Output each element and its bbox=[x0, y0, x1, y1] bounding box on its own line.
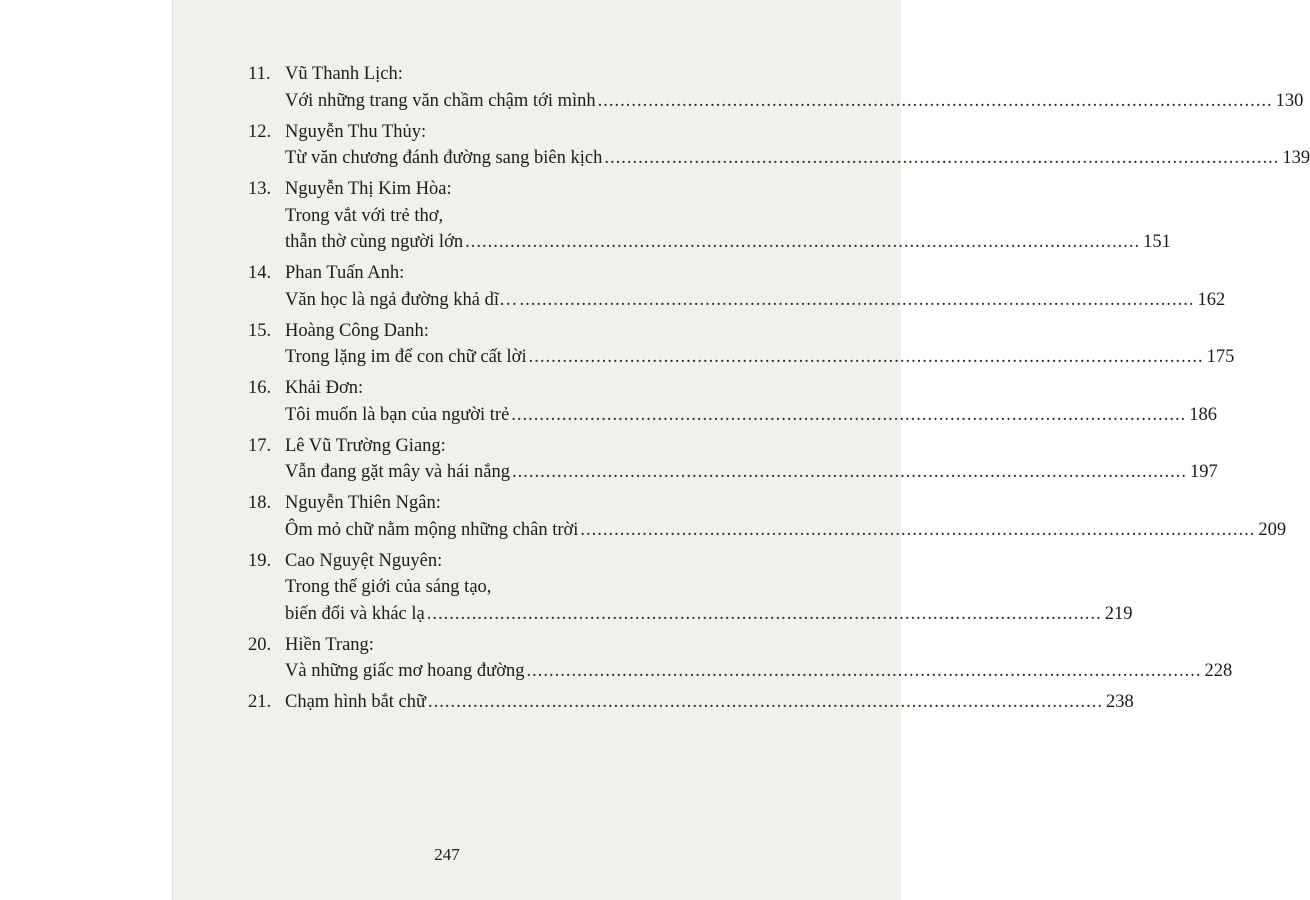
page-number: 247 bbox=[434, 845, 460, 864]
entry-page-number: 162 bbox=[1197, 289, 1226, 310]
toc-entry bbox=[248, 61, 1304, 114]
entry-title-line: Trong vắt với trẻ thơ, bbox=[285, 205, 444, 226]
entry-author: Lê Vũ Trường Giang: bbox=[285, 435, 446, 456]
entry-page-number: 175 bbox=[1206, 347, 1235, 367]
entry-number: 18. bbox=[248, 493, 272, 513]
entry-author: Phan Tuấn Anh: bbox=[285, 263, 405, 283]
dot-leader: ........................................................................................................................ bbox=[465, 232, 1141, 252]
entry-page-number: 228 bbox=[1204, 661, 1233, 681]
entry-page-number: 209 bbox=[1258, 519, 1287, 540]
toc-entry bbox=[248, 375, 1218, 428]
entry-author: Nguyễn Thu Thủy: bbox=[285, 121, 427, 142]
dot-leader: ........................................................................................................................ bbox=[526, 661, 1202, 681]
entry-number: 16. bbox=[248, 378, 272, 398]
entry-title: Và những giấc mơ hoang đường bbox=[285, 661, 525, 681]
dot-leader: ........................................................................................................................ bbox=[580, 519, 1256, 540]
entry-page-number: 186 bbox=[1189, 404, 1218, 425]
entry-page-number: 130 bbox=[1275, 90, 1304, 111]
entry-number: 19. bbox=[248, 550, 272, 571]
entry-number: 14. bbox=[248, 263, 272, 283]
entry-number: 13. bbox=[248, 179, 272, 199]
entry-title: biến đổi và khác lạ bbox=[285, 603, 425, 624]
entry-title: thẫn thờ cùng người lớn bbox=[285, 232, 464, 252]
toc-entry bbox=[248, 548, 1133, 628]
entry-title: Vẫn đang gặt mây và hái nắng bbox=[285, 462, 511, 482]
table-of-contents bbox=[248, 61, 1310, 720]
entry-page-number: 139 bbox=[1282, 148, 1310, 168]
toc-entry bbox=[248, 490, 1287, 543]
toc-entry bbox=[248, 689, 1134, 716]
dot-leader: ........................................................................................................................ bbox=[511, 404, 1187, 425]
toc-entry bbox=[248, 433, 1218, 486]
entry-author: Nguyễn Thị Kim Hòa: bbox=[285, 179, 452, 199]
entry-page-number: 151 bbox=[1143, 232, 1171, 252]
toc-entry bbox=[248, 260, 1226, 313]
entry-author: Nguyễn Thiên Ngân: bbox=[285, 493, 441, 513]
dot-leader: ........................................................................................................................ bbox=[597, 90, 1273, 111]
entry-title-line: Trong thế giới của sáng tạo, bbox=[285, 577, 492, 597]
entry-author: Khải Đơn: bbox=[285, 378, 364, 398]
entry-title: Tôi muốn là bạn của người trẻ bbox=[285, 404, 510, 425]
entry-page-number: 238 bbox=[1106, 692, 1134, 712]
entry-number: 15. bbox=[248, 320, 272, 341]
entry-page-number: 219 bbox=[1104, 603, 1133, 624]
entry-title: Trong lặng im để con chữ cất lời bbox=[285, 347, 527, 367]
toc-entry bbox=[248, 119, 1310, 172]
dot-leader: ........................................................................................................................ bbox=[528, 347, 1204, 367]
entry-number: 12. bbox=[248, 121, 272, 142]
dot-leader: ........................................................................................................................ bbox=[519, 289, 1195, 310]
entry-title: Chạm hình bắt chữ bbox=[285, 692, 427, 712]
toc-entry bbox=[248, 632, 1233, 685]
entry-number: 11. bbox=[248, 64, 271, 84]
entry-author: Hoàng Công Danh: bbox=[285, 320, 429, 341]
entry-title: Văn học là ngả đường khả dĩ… bbox=[285, 289, 518, 310]
dot-leader: ........................................................................................................................ bbox=[512, 462, 1188, 482]
toc-entry bbox=[248, 318, 1235, 371]
entry-author: Vũ Thanh Lịch: bbox=[285, 64, 403, 84]
entry-author: Cao Nguyệt Nguyên: bbox=[285, 550, 443, 571]
entry-title: Ôm mỏ chữ nằm mộng những chân trời bbox=[285, 519, 579, 540]
entry-author: Hiền Trang: bbox=[285, 634, 374, 655]
entry-page-number: 197 bbox=[1190, 462, 1218, 482]
entry-title: Với những trang văn chầm chậm tới mình bbox=[285, 90, 596, 111]
dot-leader: ........................................................................................................................ bbox=[428, 692, 1104, 712]
toc-entry bbox=[248, 176, 1171, 256]
dot-leader: ........................................................................................................................ bbox=[426, 603, 1102, 624]
entry-number: 17. bbox=[248, 435, 272, 456]
entry-number: 20. bbox=[248, 634, 272, 655]
entry-title: Từ văn chương đánh đường sang biên kịch bbox=[285, 148, 603, 168]
entry-number: 21. bbox=[248, 692, 272, 712]
dot-leader: ........................................................................................................................ bbox=[604, 148, 1280, 168]
